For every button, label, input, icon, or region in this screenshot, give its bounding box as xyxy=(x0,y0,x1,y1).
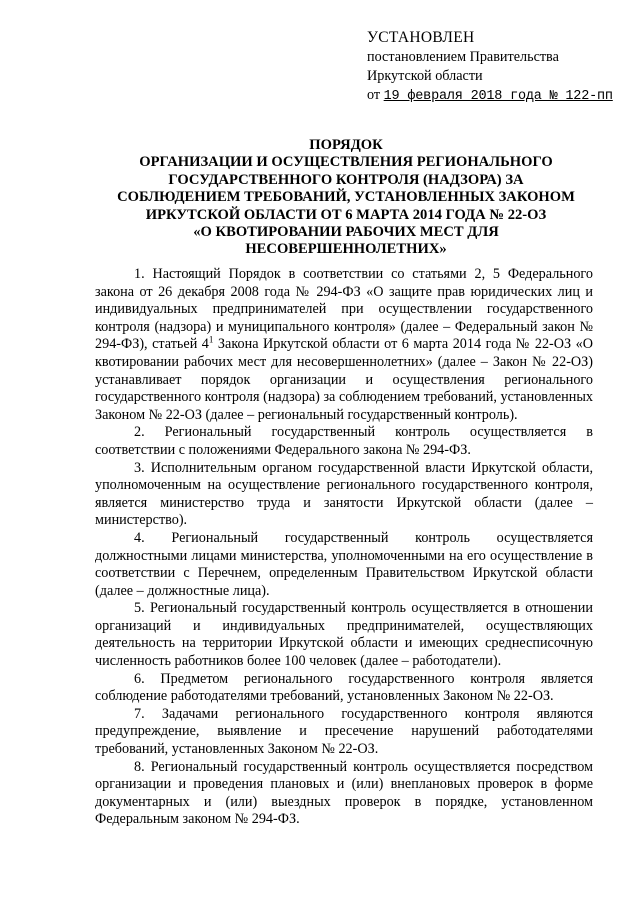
title-line: «О КВОТИРОВАНИИ РАБОЧИХ МЕСТ ДЛЯ xyxy=(193,224,499,241)
approval-block xyxy=(367,28,617,106)
title-line: СОБЛЮДЕНИЕМ ТРЕБОВАНИЙ, УСТАНОВЛЕННЫХ ЗАКОНОМ xyxy=(117,189,575,206)
document-body xyxy=(95,266,593,829)
paragraph-1-text: 1. Настоящий Порядок в соответствии со статьями 2, 5 Федерального закона от 26 декабря 2008 года № 294-ФЗ «О защите прав юридических лиц и индивидуальных предпринимателей при осуществлении государственного контроля (надзора) и муниципального контроля» (далее – Федеральный закон № 294-ФЗ), статьей 4 xyxy=(95,266,593,353)
approval-stamp: УСТАНОВЛЕН xyxy=(367,29,475,46)
title-line: ПОРЯДОК xyxy=(309,137,383,153)
title-line: ГОСУДАРСТВЕННОГО КОНТРОЛЯ (НАДЗОРА) ЗА xyxy=(168,171,524,188)
paragraph-6: 6. Предметом регионального государственного контроля является соблюдение работодателями требований, установленных Законом № 22-ОЗ. xyxy=(95,670,593,705)
approval-authority: постановлением Правительства xyxy=(367,49,559,65)
paragraph-8: 8. Региональный государственный контроль осуществляется посредством организации и проведения плановых и (или) внеплановых проверок в форме документарных и (или) выездных проверок в порядке, установленном Федеральным законом № 294-ФЗ. xyxy=(95,758,593,828)
paragraph-3: 3. Исполнительным органом государственной власти Иркутской области, уполномоченным на осуществление регионального государственного контроля, является министерство труда и занятости Иркутской области (далее – министерство). xyxy=(95,459,593,529)
paragraph-1-text-cont: Закона Иркутской области от 6 марта 2014 года № 22-ОЗ «О квотировании рабочих мест для несовершеннолетних» (далее – Закон № 22-ОЗ) устанавливает порядок организации и осуществления регионального государственного контроля (надзора) за соблюдением требований, установленных Законом № 22-ОЗ (далее – региональный государственный контроль). xyxy=(95,336,593,423)
approval-date-number: 19 февраля 2018 года № 122-пп xyxy=(383,89,613,104)
paragraph-1-superscript: 1 xyxy=(208,334,214,345)
approval-date-prefix: от xyxy=(367,87,384,103)
paragraph-7: 7. Задачами регионального государственного контроля являются предупреждение, выявление и пресечение нарушений работодателями требований, установленных Законом № 22-ОЗ. xyxy=(95,705,593,758)
approval-date-line xyxy=(367,86,617,106)
paragraph-2: 2. Региональный государственный контроль осуществляется в соответствии с положениями Федерального закона № 294-ФЗ. xyxy=(95,424,593,458)
document-title xyxy=(96,137,596,259)
paragraph-5: 5. Региональный государственный контроль осуществляется в отношении организаций и индивидуальных предпринимателей, осуществляющих деятельность на территории Иркутской области и имеющих среднесписочную численность работников более 100 человек (далее – работодатели). xyxy=(95,600,593,670)
approval-region: Иркутской области xyxy=(367,68,483,84)
title-line: ОРГАНИЗАЦИИ И ОСУЩЕСТВЛЕНИЯ РЕГИОНАЛЬНОГО xyxy=(139,154,553,171)
paragraph-1 xyxy=(95,266,593,424)
paragraph-4: 4. Региональный государственный контроль осуществляется должностными лицами министерства, уполномоченными на его осуществление в соответствии с Перечнем, определенным Правительством Иркутской области (далее – должностные лица). xyxy=(95,529,593,599)
title-line: ИРКУТСКОЙ ОБЛАСТИ ОТ 6 МАРТА 2014 ГОДА № 22-ОЗ xyxy=(145,206,547,223)
title-line: НЕСОВЕРШЕННОЛЕТНИХ» xyxy=(245,241,447,258)
